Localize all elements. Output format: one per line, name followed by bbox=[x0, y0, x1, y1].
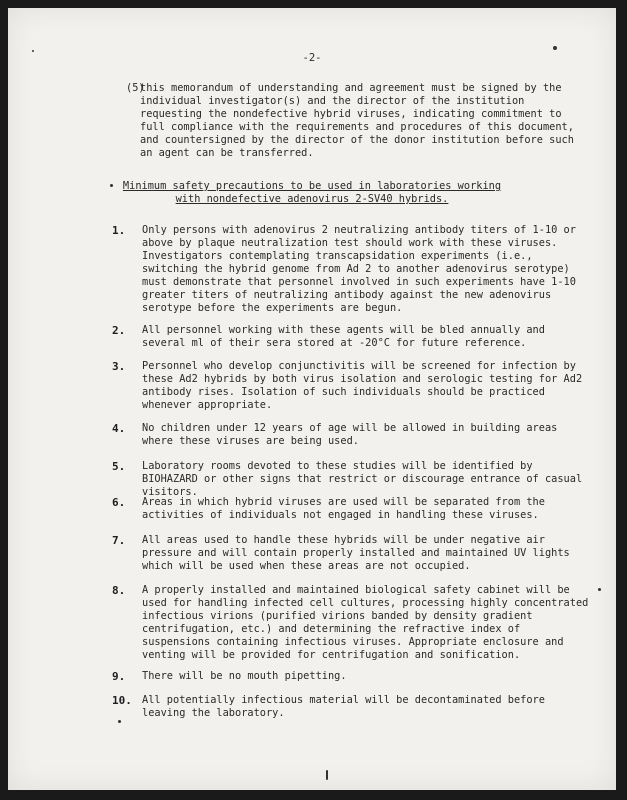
document-page bbox=[8, 8, 616, 790]
item-text: All potentially infectious material will be decontaminated before leaving the laboratory. bbox=[142, 694, 545, 719]
scan-speck bbox=[598, 588, 601, 591]
item-number: 10. bbox=[112, 694, 132, 707]
item-text: A properly installed and maintained biological safety cabinet will be used for handling infected cell cultures, processing highly concentrated infectious virions (purified virions banded by density gradient centrifugation, etc.) and determining the refractive index of suspensions containing infectious viruses. Appropriate enclosure and venting will be provided for centrifugation and sonification. bbox=[142, 584, 589, 661]
heading-line-2: with nondefective adenovirus 2-SV40 hybrids. bbox=[175, 193, 449, 205]
page-number: -2- bbox=[302, 52, 322, 64]
item-text: Only persons with adenovirus 2 neutralizing antibody titers of 1-10 or above by plaque neutralization test should work with these viruses. Investigators contemplating transcapsidation experiments (i.e., switching the hybrid genome from Ad 2 to another adenovirus serotype) must demonstrate that personnel involved in such experiments have 1-10 greater titers of neutralizing antibody against the new adenovirus serotype before the experiments are begun. bbox=[142, 224, 576, 314]
scan-speck bbox=[553, 46, 557, 50]
item-number: 7. bbox=[112, 534, 126, 547]
item-number: 4. bbox=[112, 422, 126, 435]
item-number: 3. bbox=[112, 360, 126, 373]
item-text: All personnel working with these agents will be bled annually and several ml of their sera stored at -20°C for future reference. bbox=[142, 324, 545, 349]
scan-speck bbox=[326, 770, 328, 780]
item-text: Personnel who develop conjunctivitis will be screened for infection by these Ad2 hybrids by both virus isolation and serologic testing for Ad2 antibody rises. Isolation of such individuals should be practiced whenever appropriate. bbox=[142, 360, 583, 411]
item-number: 1. bbox=[112, 224, 126, 237]
scan-speck bbox=[32, 50, 34, 52]
item-text: No children under 12 years of age will be allowed in building areas where these viruses are being used. bbox=[142, 422, 558, 447]
scan-speck bbox=[110, 184, 113, 187]
item-number: 5. bbox=[112, 460, 126, 473]
item-text: Areas in which hybrid viruses are used will be separated from the activities of individuals not engaged in handling these viruses. bbox=[142, 496, 545, 521]
section-heading bbox=[8, 180, 616, 206]
item-text: All areas used to handle these hybrids will be under negative air pressure and will contain properly installed and maintained UV lights which will be used when these areas are not occupied. bbox=[142, 534, 570, 572]
item-number: 6. bbox=[112, 496, 126, 509]
heading-line-1: Minimum safety precautions to be used in laboratories working bbox=[122, 180, 502, 192]
item-text: Laboratory rooms devoted to these studies will be identified by BIOHAZARD or other signs that restrict or discourage entrance of casual visitors. bbox=[142, 460, 583, 498]
item-number: 2. bbox=[112, 324, 126, 337]
item-number: 8. bbox=[112, 584, 126, 597]
scan-speck bbox=[118, 720, 121, 723]
intro-marker: (5) bbox=[126, 82, 145, 94]
intro-text: this memorandum of understanding and agreement must be signed by the individual investigator(s) and the director of the institution requesting the nondefective hybrid viruses, indicating commitment to full compliance with the requirements and procedures of this document, and countersigned by the director of the donor institution before such an agent can be transferred. bbox=[140, 82, 574, 159]
item-number: 9. bbox=[112, 670, 126, 683]
intro-paragraph bbox=[126, 82, 584, 160]
item-text: There will be no mouth pipetting. bbox=[142, 670, 347, 682]
